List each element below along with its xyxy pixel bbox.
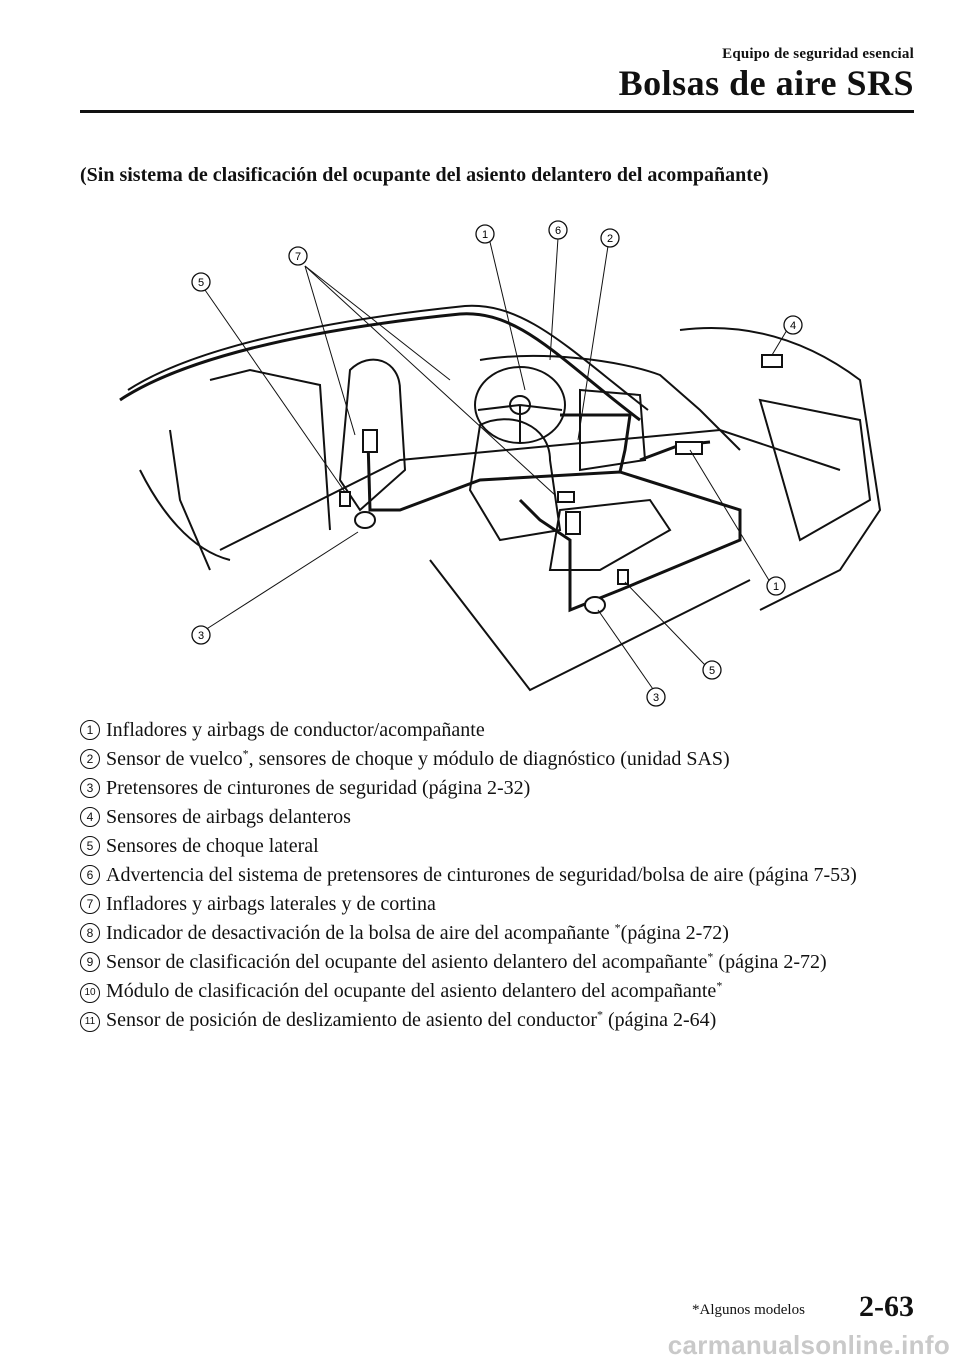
legend-text-after: (página 2-64) xyxy=(602,1009,717,1031)
legend-number: 4 xyxy=(80,807,100,827)
callout-marker xyxy=(703,661,721,679)
svg-text:4: 4 xyxy=(789,320,797,332)
callout-marker xyxy=(767,577,785,595)
callout-marker xyxy=(192,626,210,644)
legend-item xyxy=(80,745,914,774)
legend-text: Módulo de clasificación del ocupante del asiento delantero del acompañante xyxy=(106,980,717,1002)
legend-text: Infladores y airbags de conductor/acompañante xyxy=(106,719,485,741)
section-heading: (Sin sistema de clasificación del ocupante del asiento delantero del acompañante) xyxy=(80,164,769,186)
legend-text: Sensor de clasificación del ocupante del asiento delantero del acompañante xyxy=(106,951,708,973)
legend-item xyxy=(80,890,914,919)
legend-number: 3 xyxy=(80,778,100,798)
callout-marker xyxy=(647,688,665,706)
section-kicker: Equipo de seguridad esencial xyxy=(722,46,914,62)
callout-marker xyxy=(601,229,619,247)
legend-text: Sensor de posición de deslizamiento de asiento del conductor xyxy=(106,1009,597,1031)
svg-text:3: 3 xyxy=(197,630,205,642)
svg-text:1: 1 xyxy=(772,581,780,593)
legend-asterisk: * xyxy=(716,978,723,993)
legend-text: Advertencia del sistema de pretensores de cinturones de seguridad/bolsa de aire (página 7-53) xyxy=(106,864,857,886)
legend-item xyxy=(80,803,914,832)
svg-text:5: 5 xyxy=(708,665,716,677)
legend-item xyxy=(80,1006,914,1035)
legend-asterisk: * xyxy=(707,949,714,964)
legend-text: Sensor de vuelco xyxy=(106,748,243,770)
legend-text: Indicador de desactivación de la bolsa de aire del acompañante xyxy=(106,922,615,944)
page-title: Bolsas de aire SRS xyxy=(618,63,914,103)
legend-text: Sensores de airbags delanteros xyxy=(106,806,351,828)
legend-asterisk: * xyxy=(614,920,621,935)
legend-item xyxy=(80,977,914,1006)
callout-leaders xyxy=(205,238,790,692)
callout-marker xyxy=(192,273,210,291)
legend-item xyxy=(80,919,914,948)
callout-marker xyxy=(476,225,494,243)
legend-asterisk: * xyxy=(596,1007,603,1022)
page-number: 2-63 xyxy=(859,1290,914,1323)
callout-markers xyxy=(192,221,802,706)
airbag-system-diagram xyxy=(100,210,900,710)
legend-number: 9 xyxy=(80,952,100,972)
legend-item xyxy=(80,716,914,745)
svg-text:7: 7 xyxy=(294,251,302,263)
legend-number: 8 xyxy=(80,923,100,943)
callout-marker xyxy=(784,316,802,334)
component-legend xyxy=(80,716,914,1035)
callout-marker xyxy=(289,247,307,265)
legend-number: 2 xyxy=(80,749,100,769)
component-boxes xyxy=(340,355,782,613)
legend-text-after: (página 2-72) xyxy=(620,922,729,944)
header-divider xyxy=(80,110,914,113)
legend-text-after: , sensores de choque y módulo de diagnóstico (unidad SAS) xyxy=(248,748,730,770)
legend-text: Pretensores de cinturones de seguridad (página 2-32) xyxy=(106,777,531,799)
svg-text:6: 6 xyxy=(554,225,562,237)
svg-text:1: 1 xyxy=(481,229,489,241)
legend-asterisk: * xyxy=(242,746,249,761)
legend-text: Infladores y airbags laterales y de cortina xyxy=(106,893,436,915)
legend-number: 1 xyxy=(80,720,100,740)
legend-text-after: (página 2-72) xyxy=(713,951,827,973)
watermark: carmanualsonline.info xyxy=(667,1330,950,1360)
legend-number: 5 xyxy=(80,836,100,856)
svg-text:2: 2 xyxy=(606,233,614,245)
svg-text:3: 3 xyxy=(652,692,660,704)
legend-text: Sensores de choque lateral xyxy=(106,835,319,857)
legend-item xyxy=(80,774,914,803)
legend-number: 11 xyxy=(80,1012,100,1032)
svg-text:5: 5 xyxy=(197,277,205,289)
legend-number: 10 xyxy=(80,983,100,1003)
callout-marker xyxy=(549,221,567,239)
footnote-some-models: *Algunos modelos xyxy=(692,1302,805,1318)
legend-item xyxy=(80,948,914,977)
legend-item xyxy=(80,861,914,890)
legend-number: 6 xyxy=(80,865,100,885)
legend-number: 7 xyxy=(80,894,100,914)
legend-item xyxy=(80,832,914,861)
